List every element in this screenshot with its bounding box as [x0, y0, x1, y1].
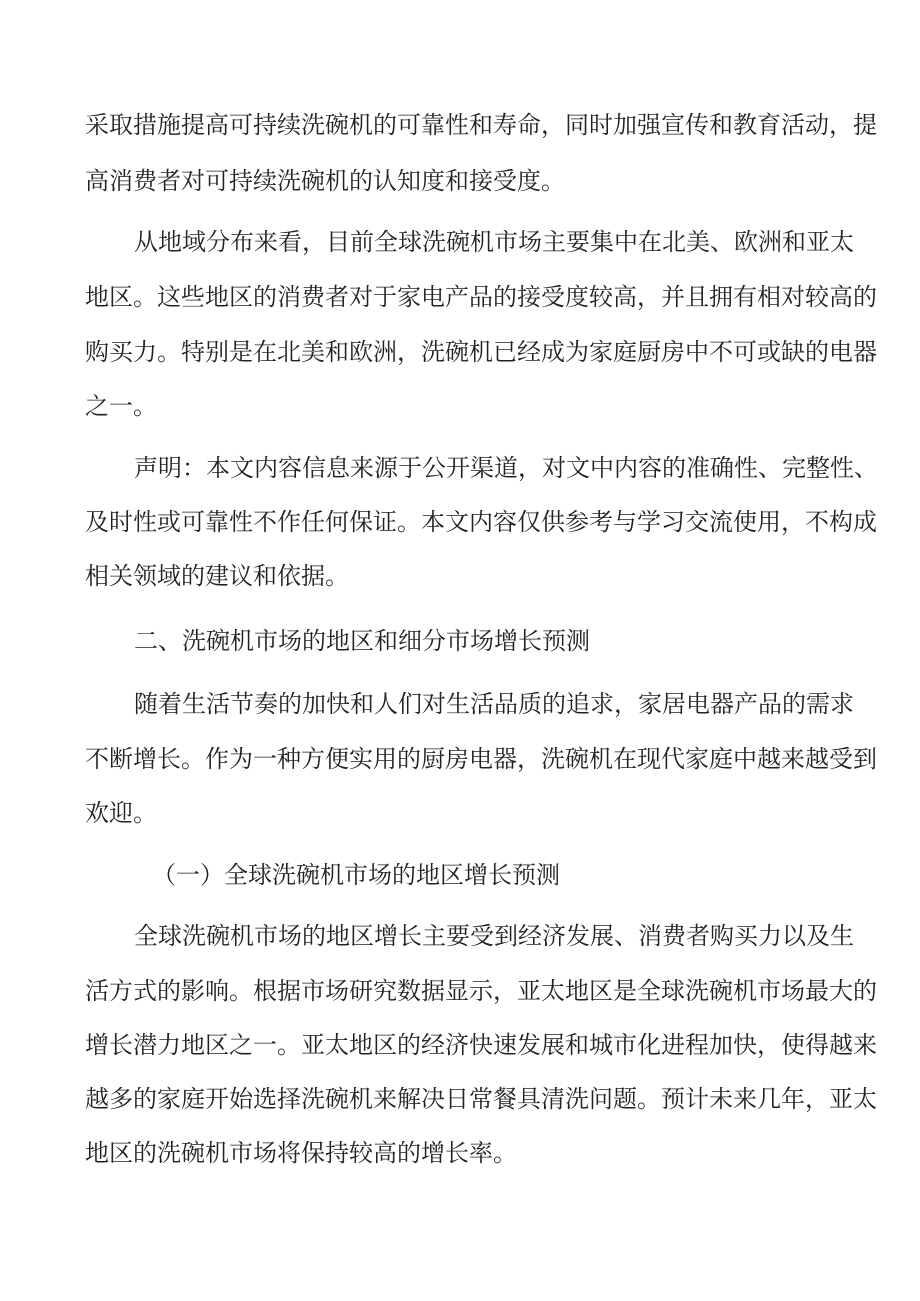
paragraph-line: 购买力。特别是在北美和欧洲，洗碗机已经成为家庭厨房中不可或缺的电器	[85, 338, 877, 366]
subsection-heading: （一）全球洗碗机市场的地区增长预测	[152, 861, 560, 889]
paragraph-line: 增长潜力地区之一。亚太地区的经济快速发展和城市化进程加快，使得越来	[85, 1031, 877, 1059]
paragraph-line: 及时性或可靠性不作任何保证。本文内容仅供参考与学习交流使用，不构成	[85, 508, 877, 536]
paragraph-line: 活方式的影响。根据市场研究数据显示，亚太地区是全球洗碗机市场最大的	[85, 977, 877, 1005]
paragraph-line: 欢迎。	[85, 799, 157, 827]
paragraph-line: 地区的洗碗机市场将保持较高的增长率。	[85, 1139, 517, 1167]
paragraph-line: 之一。	[85, 392, 157, 420]
paragraph-line: 从地域分布来看，目前全球洗碗机市场主要集中在北美、欧洲和亚太	[134, 228, 854, 256]
paragraph-line: 相关领域的建议和依据。	[85, 562, 349, 590]
paragraph-line: 不断增长。作为一种方便实用的厨房电器，洗碗机在现代家庭中越来越受到	[85, 745, 877, 773]
paragraph-line: 随着生活节奏的加快和人们对生活品质的追求，家居电器产品的需求	[134, 690, 854, 718]
paragraph-line: 地区。这些地区的消费者对于家电产品的接受度较高，并且拥有相对较高的	[85, 283, 877, 311]
section-heading: 二、洗碗机市场的地区和细分市场增长预测	[134, 627, 590, 655]
paragraph-line: 越多的家庭开始选择洗碗机来解决日常餐具清洗问题。预计未来几年，亚太	[85, 1085, 877, 1113]
paragraph-line: 高消费者对可持续洗碗机的认知度和接受度。	[85, 167, 565, 195]
paragraph-line: 采取措施提高可持续洗碗机的可靠性和寿命，同时加强宣传和教育活动，提	[85, 111, 877, 139]
paragraph-line: 全球洗碗机市场的地区增长主要受到经济发展、消费者购买力以及生	[134, 922, 854, 950]
paragraph-line: 声明：本文内容信息来源于公开渠道，对文中内容的准确性、完整性、	[134, 454, 878, 482]
